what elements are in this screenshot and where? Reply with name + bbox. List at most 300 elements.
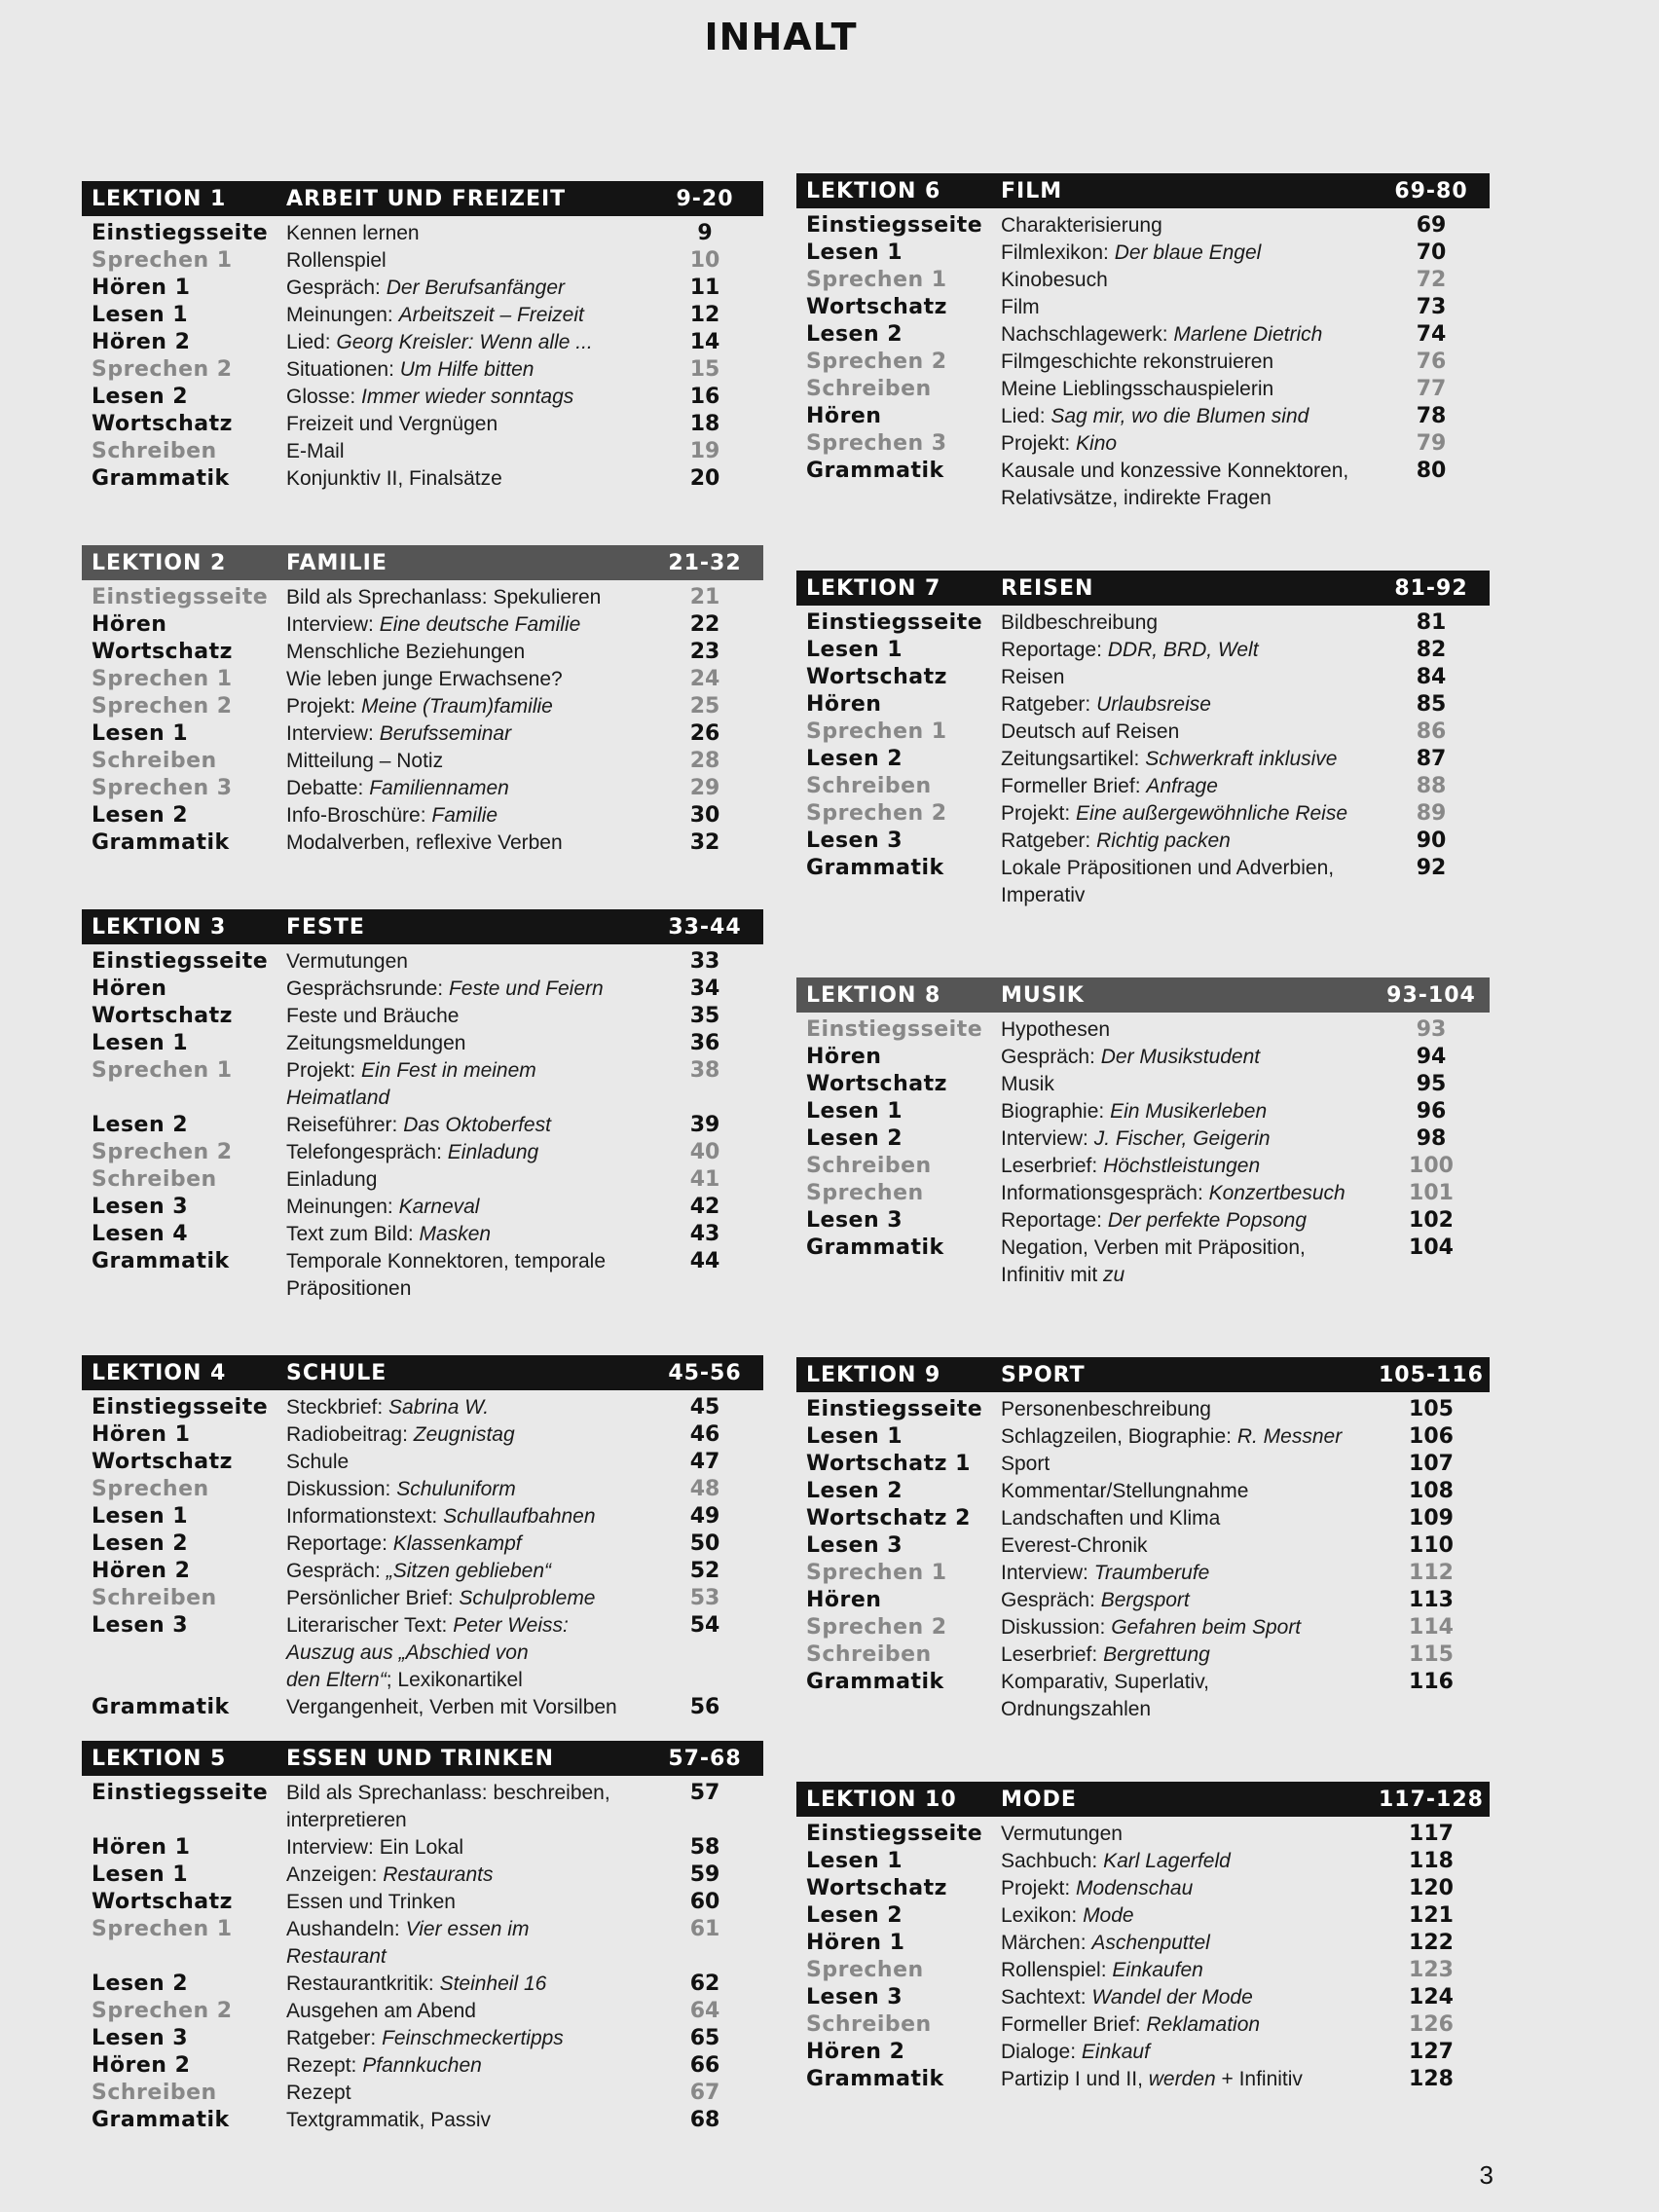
description-text: Ratgeber: <box>286 2027 383 2049</box>
description-text: Imperativ <box>1001 884 1086 906</box>
toc-entry <box>796 1505 1490 1532</box>
entry-category: Sprechen 1 <box>92 667 233 691</box>
toc-entry <box>82 2052 763 2080</box>
entry-category: Wortschatz <box>806 1876 947 1900</box>
entry-page: 64 <box>689 1999 720 2023</box>
entry-category: Hören 1 <box>806 1931 905 1955</box>
entry-category: Einstiegsseite <box>92 949 269 974</box>
entry-page: 112 <box>1409 1561 1454 1585</box>
entry-category: Lesen 1 <box>92 1862 189 1887</box>
toc-entry <box>82 1112 763 1139</box>
description-line <box>286 720 646 748</box>
toc-entry <box>796 403 1490 430</box>
toc-entry <box>82 1780 763 1834</box>
description-line <box>1001 800 1373 828</box>
toc-entry <box>82 1421 763 1449</box>
description-text: Dialoge: <box>1001 2041 1082 2063</box>
entry-page: 47 <box>689 1450 720 1474</box>
description-title: Restaurants <box>383 1863 494 1886</box>
description-text: Musik <box>1001 1073 1054 1095</box>
lesson-header <box>796 1782 1490 1817</box>
description-text: Freizeit und Vergnügen <box>286 413 498 435</box>
entry-description <box>1001 1098 1373 1125</box>
entry-page: 28 <box>689 749 720 773</box>
description-text: Hypothesen <box>1001 1018 1111 1041</box>
entry-description <box>1001 1669 1373 1723</box>
entry-page: 122 <box>1409 1931 1454 1955</box>
description-text: Negation, Verben mit Präposition, <box>1001 1236 1306 1259</box>
description-line <box>1001 1984 1373 2011</box>
description-text: Rezept: <box>286 2054 363 2077</box>
description-text: Präpositionen <box>286 1277 412 1300</box>
toc-entry <box>796 2039 1490 2066</box>
entry-category: Grammatik <box>806 2067 944 2091</box>
entry-category: Lesen 2 <box>92 1972 189 1996</box>
description-text: Bildbeschreibung <box>1001 611 1159 634</box>
entry-description <box>1001 349 1373 376</box>
description-text: Bild als Sprechanlass: Spekulieren <box>286 586 602 608</box>
description-text: Anzeigen: <box>286 1863 384 1886</box>
description-text: Vermutungen <box>1001 1823 1123 1845</box>
description-line <box>286 220 646 247</box>
entry-description <box>1001 1396 1373 1423</box>
entry-description <box>286 1166 646 1194</box>
entry-description <box>286 247 646 275</box>
entry-page: 14 <box>689 330 720 354</box>
toc-entry <box>796 1098 1490 1125</box>
description-line <box>1001 664 1373 691</box>
description-line <box>286 411 646 438</box>
description-text: Charakterisierung <box>1001 214 1162 237</box>
description-line <box>286 275 646 302</box>
description-text: Ratgeber: <box>1001 830 1097 852</box>
description-text: + Infinitiv <box>1215 2068 1303 2090</box>
description-text: Kommentar/Stellungnahme <box>1001 1480 1249 1502</box>
description-title: Vier essen im <box>405 1918 530 1940</box>
description-title: Ein Musikerleben <box>1110 1100 1268 1123</box>
entry-category: Lesen 3 <box>92 1613 189 1638</box>
toc-entry <box>796 1071 1490 1098</box>
entry-page: 49 <box>689 1504 720 1529</box>
entry-page: 123 <box>1409 1958 1454 1982</box>
description-line <box>1001 2039 1373 2066</box>
entry-description <box>1001 1532 1373 1560</box>
description-text: Projekt: <box>1001 1877 1077 1899</box>
entry-category: Grammatik <box>806 1670 944 1694</box>
entry-description <box>286 1139 646 1166</box>
description-text: Kennen lernen <box>286 222 420 244</box>
description-text: Gespräch: <box>1001 1046 1101 1068</box>
entry-page: 33 <box>689 949 720 974</box>
description-text: Telefongespräch: <box>286 1141 448 1163</box>
lesson-header <box>82 909 763 944</box>
entry-page: 35 <box>689 1004 720 1028</box>
description-line <box>1001 2066 1373 2093</box>
toc-entry <box>796 1207 1490 1235</box>
entry-description <box>286 411 646 438</box>
entry-page: 40 <box>689 1140 720 1164</box>
toc-entry <box>796 800 1490 828</box>
toc-entry <box>796 1016 1490 1044</box>
lesson-pages: 117-128 <box>1379 1787 1484 1812</box>
entry-page: 115 <box>1409 1642 1454 1667</box>
toc-entry <box>796 2066 1490 2093</box>
entry-description <box>1001 240 1373 267</box>
left-column <box>82 181 763 2134</box>
entry-category: Grammatik <box>92 466 230 491</box>
description-line <box>286 666 646 693</box>
description-line <box>286 1057 646 1085</box>
entry-category: Sprechen 2 <box>92 1140 233 1164</box>
description-line <box>286 693 646 720</box>
lesson-block <box>82 181 763 493</box>
description-line <box>286 1030 646 1057</box>
entry-description <box>1001 1423 1373 1451</box>
description-text: Feste und Bräuche <box>286 1005 460 1027</box>
entry-description <box>286 748 646 775</box>
lesson-header <box>82 181 763 216</box>
description-line <box>286 1998 646 2025</box>
description-title: Familie <box>431 804 498 827</box>
description-line <box>286 1834 646 1862</box>
entry-category: Lesen 1 <box>806 1424 903 1449</box>
description-text: Film <box>1001 296 1040 318</box>
toc-entry <box>82 1998 763 2025</box>
toc-entry <box>796 1560 1490 1587</box>
entry-page: 109 <box>1409 1506 1454 1530</box>
entry-category: Grammatik <box>92 830 230 855</box>
toc-entry <box>82 1694 763 1721</box>
entry-description <box>1001 719 1373 746</box>
description-title: Schwerkraft inklusive <box>1145 748 1338 770</box>
description-line <box>1001 1044 1373 1071</box>
entry-description <box>1001 2066 1373 2093</box>
toc-entry <box>82 1862 763 1889</box>
entry-category: Einstiegsseite <box>806 610 983 635</box>
description-title: Auszug aus „Abschied von <box>286 1641 529 1664</box>
entry-description <box>1001 2011 1373 2039</box>
entry-page: 79 <box>1416 431 1447 456</box>
entry-description <box>1001 1902 1373 1930</box>
description-text: Informationsgespräch: <box>1001 1182 1209 1204</box>
lesson-entries <box>82 580 763 857</box>
description-text: Reportage: <box>1001 639 1108 661</box>
entry-page: 84 <box>1416 665 1447 689</box>
entry-page: 101 <box>1409 1181 1454 1205</box>
entry-category: Lesen 1 <box>92 1031 189 1055</box>
description-title: Familiennamen <box>369 777 509 799</box>
description-title: den Eltern“ <box>286 1669 387 1691</box>
entry-category: Hören 2 <box>92 2053 191 2078</box>
entry-page: 39 <box>689 1113 720 1137</box>
entry-page: 41 <box>689 1167 720 1192</box>
description-text: Diskussion: <box>1001 1616 1112 1639</box>
description-text: Personenbeschreibung <box>1001 1398 1211 1420</box>
description-title: Zeugnistag <box>413 1423 515 1446</box>
description-text: Temporale Konnektoren, temporale <box>286 1250 607 1272</box>
entry-category: Lesen 2 <box>92 1531 189 1556</box>
entry-description <box>286 720 646 748</box>
description-text: Ausgehen am Abend <box>286 2000 476 2022</box>
description-line <box>286 1558 646 1585</box>
description-text: Deutsch auf Reisen <box>1001 720 1180 743</box>
toc-entry <box>82 611 763 639</box>
toc-entry <box>82 748 763 775</box>
toc-entry <box>796 719 1490 746</box>
lesson-block <box>796 571 1490 909</box>
lesson-pages: 81-92 <box>1394 575 1468 601</box>
lesson-header <box>82 1355 763 1390</box>
entry-description <box>1001 1235 1373 1289</box>
entry-description <box>1001 1641 1373 1669</box>
description-text: Rollenspiel: <box>1001 1959 1113 1981</box>
entry-description <box>286 1998 646 2025</box>
toc-entry <box>796 855 1490 909</box>
description-text: Schlagzeilen, Biographie: <box>1001 1425 1237 1448</box>
entry-category: Schreiben <box>92 439 217 463</box>
entry-description <box>1001 1587 1373 1614</box>
entry-page: 44 <box>689 1249 720 1273</box>
description-line <box>286 1943 646 1971</box>
lesson-block <box>82 1741 763 2134</box>
entry-description <box>286 666 646 693</box>
description-text: Textgrammatik, Passiv <box>286 2109 492 2131</box>
description-line <box>1001 240 1373 267</box>
description-text: Rollenspiel <box>286 249 387 272</box>
entry-description <box>286 1003 646 1030</box>
toc-entry <box>796 1848 1490 1875</box>
description-line <box>286 1449 646 1476</box>
description-line <box>1001 1396 1373 1423</box>
description-title: Heimatland <box>286 1087 390 1109</box>
entry-page: 54 <box>689 1613 720 1638</box>
entry-category: Lesen 1 <box>806 638 903 662</box>
description-text: Interview: Ein Lokal <box>286 1836 464 1859</box>
entry-description <box>1001 1153 1373 1180</box>
description-text: Reportage: <box>286 1532 393 1555</box>
entry-page: 126 <box>1409 2012 1454 2037</box>
entry-page: 38 <box>689 1058 720 1083</box>
entry-description <box>1001 1016 1373 1044</box>
entry-page: 53 <box>689 1586 720 1610</box>
entry-category: Lesen 3 <box>806 829 903 853</box>
entry-description <box>286 775 646 802</box>
entry-description <box>286 384 646 411</box>
description-title: Ein Fest in meinem <box>361 1059 536 1082</box>
description-line <box>1001 1098 1373 1125</box>
description-line <box>286 1503 646 1530</box>
description-text: Projekt: <box>1001 432 1077 455</box>
entry-category: Schreiben <box>806 1154 932 1178</box>
description-line <box>1001 376 1373 403</box>
description-line <box>286 1807 646 1834</box>
entry-category: Grammatik <box>92 1249 230 1273</box>
toc-entry <box>82 384 763 411</box>
entry-category: Wortschatz <box>92 1450 233 1474</box>
entry-page: 10 <box>689 248 720 273</box>
entry-page: 128 <box>1409 2067 1454 2091</box>
entry-page: 106 <box>1409 1424 1454 1449</box>
description-title: Bergrettung <box>1103 1643 1210 1666</box>
entry-page: 66 <box>689 2053 720 2078</box>
description-line <box>1001 294 1373 321</box>
entry-page: 113 <box>1409 1588 1454 1612</box>
entry-category: Lesen 3 <box>806 1985 903 2009</box>
description-line <box>286 1476 646 1503</box>
entry-category: Schreiben <box>92 749 217 773</box>
description-text: Vergangenheit, Verben mit Vorsilben <box>286 1696 617 1718</box>
toc-entry <box>796 1044 1490 1071</box>
toc-entry <box>796 691 1490 719</box>
description-text: Essen und Trinken <box>286 1891 456 1913</box>
entry-description <box>1001 1505 1373 1532</box>
description-title: Kino <box>1076 432 1118 455</box>
lesson-entries <box>796 1817 1490 2093</box>
description-line <box>286 1221 646 1248</box>
toc-entry <box>82 1503 763 1530</box>
entry-page: 32 <box>689 830 720 855</box>
description-line <box>1001 1207 1373 1235</box>
description-title: Berufsseminar <box>379 722 512 745</box>
entry-category: Sprechen 2 <box>92 694 233 719</box>
toc-entry <box>796 1396 1490 1423</box>
entry-category: Sprechen 1 <box>806 719 947 744</box>
toc-entry <box>82 720 763 748</box>
toc-entry <box>82 584 763 611</box>
description-line <box>1001 321 1373 349</box>
entry-category: Lesen 1 <box>806 240 903 265</box>
entry-page: 65 <box>689 2026 720 2050</box>
description-text: Wie leben junge Erwachsene? <box>286 668 563 690</box>
entry-page: 96 <box>1416 1099 1447 1124</box>
entry-category: Sprechen 1 <box>92 1058 233 1083</box>
entry-page: 121 <box>1409 1903 1454 1928</box>
entry-page: 118 <box>1409 1849 1454 1873</box>
description-text: Projekt: <box>286 695 362 718</box>
entry-page: 22 <box>689 612 720 637</box>
entry-description <box>286 1476 646 1503</box>
description-line <box>1001 1153 1373 1180</box>
lesson-number: LEKTION 7 <box>806 575 941 601</box>
entry-description <box>1001 664 1373 691</box>
entry-description <box>1001 1930 1373 1957</box>
toc-entry <box>82 1585 763 1612</box>
description-text: Lokale Präpositionen und Adverbien, <box>1001 857 1335 879</box>
entry-description <box>286 1585 646 1612</box>
description-line <box>1001 2011 1373 2039</box>
entry-page: 56 <box>689 1695 720 1719</box>
entry-page: 78 <box>1416 404 1447 428</box>
description-text: Projekt: <box>286 1059 362 1082</box>
description-text: Sachbuch: <box>1001 1850 1104 1872</box>
description-line <box>1001 609 1373 637</box>
description-line <box>1001 1587 1373 1614</box>
entry-page: 81 <box>1416 610 1447 635</box>
entry-page: 46 <box>689 1422 720 1447</box>
description-line <box>1001 773 1373 800</box>
entry-description <box>286 1449 646 1476</box>
entry-category: Sprechen 2 <box>806 801 947 826</box>
description-line <box>1001 1071 1373 1098</box>
description-line <box>286 2080 646 2107</box>
entry-category: Schreiben <box>806 377 932 401</box>
entry-description <box>1001 1451 1373 1478</box>
lesson-pages: 93-104 <box>1386 982 1476 1008</box>
toc-entry <box>82 1449 763 1476</box>
toc-entry <box>796 458 1490 512</box>
lesson-entries <box>82 1390 763 1721</box>
toc-entry <box>82 2025 763 2052</box>
description-text: Interview: <box>1001 1562 1094 1584</box>
entry-description <box>286 1780 646 1834</box>
toc-entry <box>82 1916 763 1971</box>
entry-page: 20 <box>689 466 720 491</box>
lesson-entries <box>796 1013 1490 1289</box>
description-line <box>1001 1614 1373 1641</box>
entry-page: 68 <box>689 2108 720 2132</box>
description-title: DDR, BRD, Welt <box>1107 639 1259 661</box>
entry-page: 16 <box>689 385 720 409</box>
entry-description <box>286 639 646 666</box>
entry-page: 95 <box>1416 1072 1447 1096</box>
description-title: Pfannkuchen <box>362 2054 482 2077</box>
description-line <box>286 1248 646 1275</box>
description-title: Schuluniform <box>396 1478 516 1500</box>
toc-entry <box>796 609 1490 637</box>
entry-page: 77 <box>1416 377 1447 401</box>
entry-description <box>286 1889 646 1916</box>
toc-entry <box>82 1139 763 1166</box>
entry-page: 87 <box>1416 747 1447 771</box>
lesson-pages: 21-32 <box>668 550 742 575</box>
description-title: Schullaufbahnen <box>443 1505 596 1528</box>
toc-entry <box>796 1532 1490 1560</box>
description-line <box>1001 485 1373 512</box>
entry-description <box>286 2107 646 2134</box>
description-title: Das Oktoberfest <box>403 1114 551 1136</box>
description-text: Steckbrief: <box>286 1396 389 1419</box>
entry-description <box>286 693 646 720</box>
entry-category: Hören <box>806 404 882 428</box>
description-title: Der blaue Engel <box>1114 241 1262 264</box>
page-number: 3 <box>1479 2160 1493 2190</box>
entry-category: Hören <box>92 612 167 637</box>
entry-description <box>1001 458 1373 512</box>
entry-description <box>286 1530 646 1558</box>
description-line <box>286 1421 646 1449</box>
description-line <box>1001 1423 1373 1451</box>
entry-description <box>1001 1560 1373 1587</box>
description-title: Anfrage <box>1146 775 1218 797</box>
entry-page: 73 <box>1416 295 1447 319</box>
toc-entry <box>82 465 763 493</box>
description-text: Reisen <box>1001 666 1065 688</box>
toc-entry <box>796 430 1490 458</box>
toc-entry <box>82 1476 763 1503</box>
toc-entry <box>796 664 1490 691</box>
description-line <box>286 1640 646 1667</box>
entry-category: Lesen 2 <box>92 803 189 828</box>
description-text: Gespräch: <box>286 276 387 299</box>
toc-entry <box>796 212 1490 240</box>
description-line <box>1001 349 1373 376</box>
description-text: Kausale und konzessive Konnektoren, <box>1001 460 1349 482</box>
description-line <box>286 302 646 329</box>
description-text: Sachtext: <box>1001 1986 1092 2009</box>
description-text: Interview: <box>286 613 380 636</box>
description-line <box>286 1166 646 1194</box>
entry-description <box>1001 1984 1373 2011</box>
